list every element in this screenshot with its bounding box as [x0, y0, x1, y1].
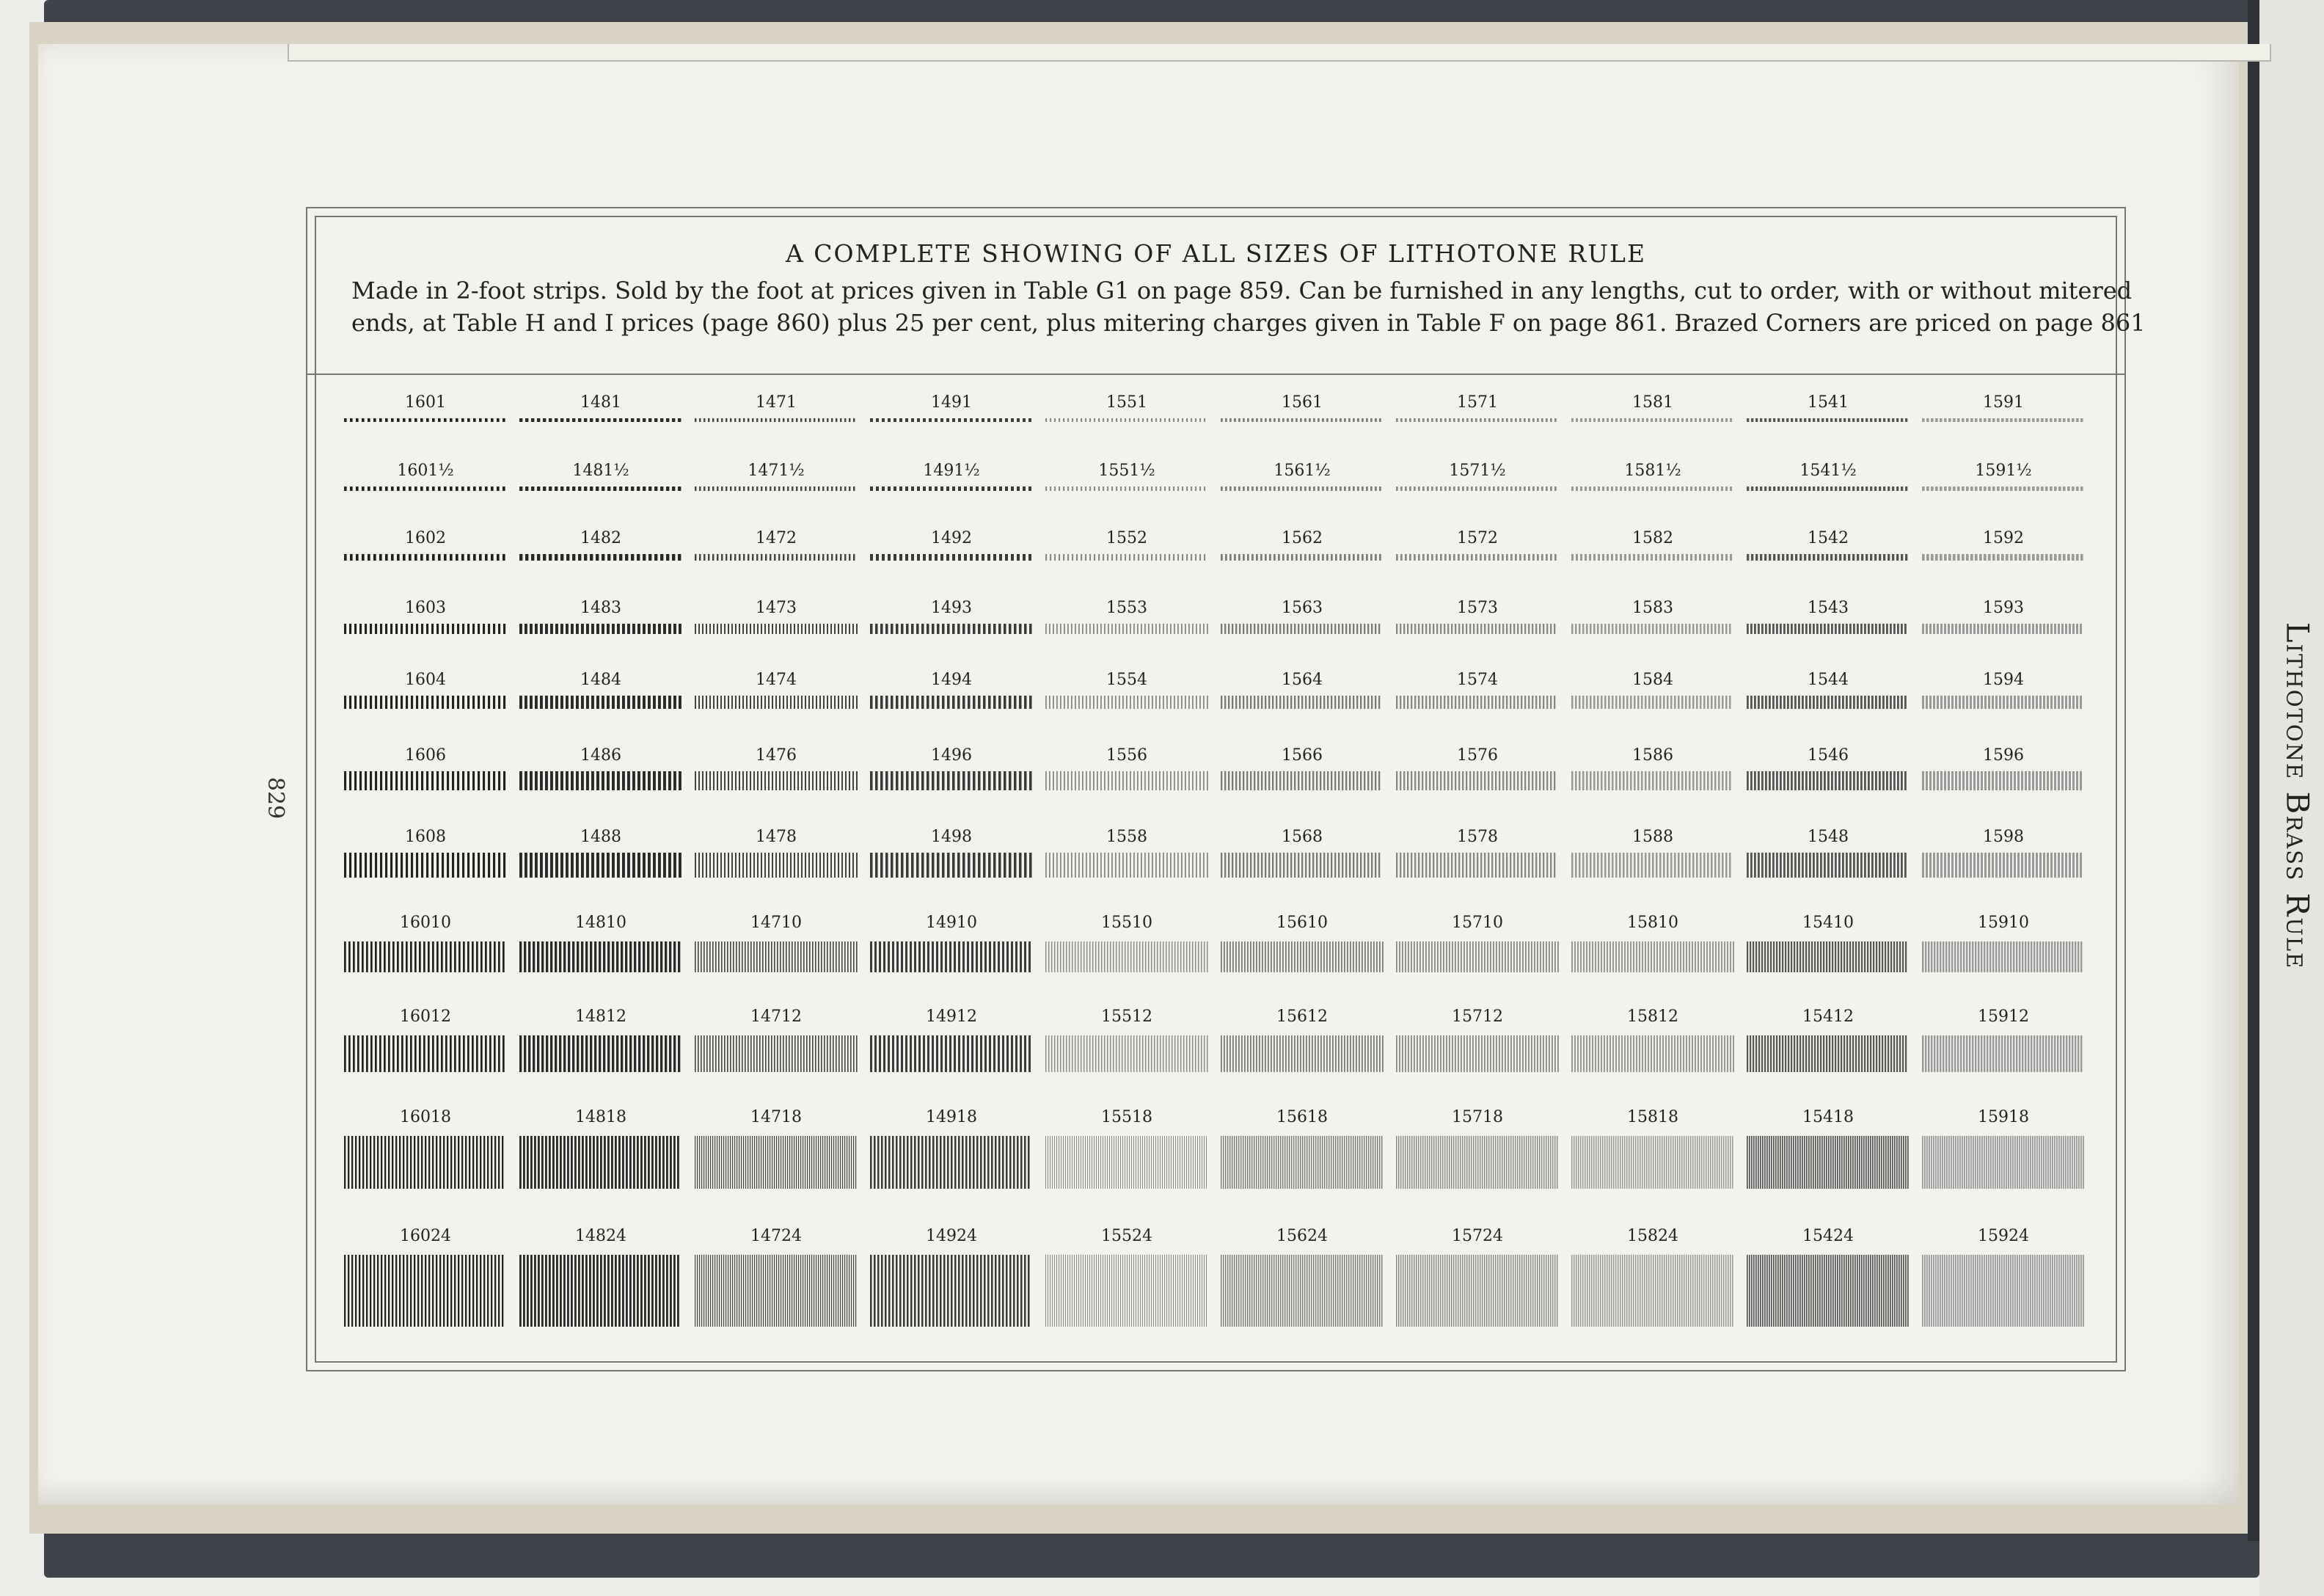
rule-sample: [344, 554, 507, 561]
rule-number-label: 1598: [1983, 828, 2024, 846]
rule-number-label: 15424: [1802, 1227, 1854, 1245]
rule-sample: [344, 1035, 507, 1072]
rule-sample: [1396, 1035, 1559, 1072]
rule-number-label: 1571: [1457, 393, 1498, 412]
rule-sample: [1747, 554, 1910, 561]
rule-number-label: 14718: [750, 1108, 802, 1126]
rule-number-label: 1586: [1632, 746, 1673, 765]
rule-number-label: 1491½: [923, 462, 980, 480]
rule-number-label: 15918: [1978, 1108, 2029, 1126]
rule-sample: [695, 853, 858, 878]
rule-sample: [695, 418, 858, 422]
rule-sample: [870, 418, 1033, 422]
rule-number-label: 1492: [931, 529, 972, 547]
rule-sample: [1396, 554, 1559, 561]
rule-sample: [1396, 696, 1559, 709]
side-title: Lithotone Brass Rule: [2279, 622, 2316, 970]
rule-sample: [1045, 1035, 1208, 1072]
rule-sample: [1571, 1136, 1734, 1189]
rule-number-label: 15618: [1276, 1108, 1328, 1126]
rule-number-label: 14818: [575, 1108, 626, 1126]
rule-number-label: 15724: [1452, 1227, 1503, 1245]
rule-sample: [1221, 853, 1384, 878]
rule-sample: [1045, 624, 1208, 634]
rule-sample: [1221, 624, 1384, 634]
rule-sample: [1396, 941, 1559, 972]
rule-number-label: 1554: [1106, 671, 1147, 689]
rule-number-label: 1541: [1808, 393, 1849, 412]
rule-sample: [695, 771, 858, 790]
rule-specimen-grid: [307, 208, 2146, 1370]
rule-number-label: 1553: [1106, 599, 1147, 617]
rule-number-label: 1584: [1632, 671, 1673, 689]
rule-number-label: 1574: [1457, 671, 1498, 689]
rule-number-label: 14924: [926, 1227, 977, 1245]
rule-number-label: 1482: [580, 529, 621, 547]
rule-number-label: 1578: [1457, 828, 1498, 846]
rule-number-label: 1594: [1983, 671, 2024, 689]
rule-number-label: 16024: [400, 1227, 451, 1245]
rule-sample: [519, 418, 682, 422]
rule-number-label: 15412: [1802, 1007, 1854, 1026]
rule-sample: [1747, 487, 1910, 491]
chart-title: A COMPLETE SHOWING OF ALL SIZES OF LITHOTONE RULE: [785, 239, 1647, 268]
rule-sample: [695, 487, 858, 491]
rule-sample: [1045, 853, 1208, 878]
rule-number-label: 1548: [1808, 828, 1849, 846]
rule-number-label: 16010: [400, 914, 451, 932]
rule-sample: [1922, 696, 2085, 709]
rule-number-label: 15910: [1978, 914, 2029, 932]
rule-sample: [1221, 487, 1384, 491]
rule-number-label: 1591½: [1975, 462, 2032, 480]
rule-sample: [1221, 771, 1384, 790]
rule-number-label: 1581½: [1624, 462, 1681, 480]
rule-sample: [1221, 941, 1384, 972]
rule-number-label: 14812: [575, 1007, 626, 1026]
rule-sample: [344, 418, 507, 422]
rule-number-label: 1606: [405, 746, 446, 765]
rule-sample: [1571, 418, 1734, 422]
rule-sample: [519, 487, 682, 491]
rule-number-label: 14910: [926, 914, 977, 932]
rule-number-label: 1483: [580, 599, 621, 617]
rule-sample: [1045, 941, 1208, 972]
rule-number-label: 1472: [756, 529, 797, 547]
rule-number-label: 1481: [580, 393, 621, 412]
rule-number-label: 1556: [1106, 746, 1147, 765]
rule-number-label: 1561: [1282, 393, 1323, 412]
rule-number-label: 1564: [1282, 671, 1323, 689]
rule-sample: [1045, 696, 1208, 709]
previous-page-edge: [288, 44, 2271, 62]
rule-number-label: 1568: [1282, 828, 1323, 846]
rule-sample: [344, 853, 507, 878]
rule-sample: [344, 1136, 507, 1189]
rule-sample: [1571, 554, 1734, 561]
rule-number-label: 1604: [405, 671, 446, 689]
rule-number-label: 1496: [931, 746, 972, 765]
rule-number-label: 1588: [1632, 828, 1673, 846]
rule-sample: [870, 624, 1033, 634]
rule-sample: [1045, 554, 1208, 561]
rule-number-label: 15624: [1276, 1227, 1328, 1245]
rule-sample: [519, 554, 682, 561]
rule-number-label: 15912: [1978, 1007, 2029, 1026]
rule-number-label: 14724: [750, 1227, 802, 1245]
rule-sample: [1221, 1035, 1384, 1072]
rule-number-label: 1551: [1106, 393, 1147, 412]
rule-sample: [1922, 624, 2085, 634]
rule-sample: [519, 1035, 682, 1072]
rule-sample: [1571, 487, 1734, 491]
rule-sample: [1221, 1255, 1384, 1327]
rule-sample: [1747, 853, 1910, 878]
rule-number-label: 14824: [575, 1227, 626, 1245]
rule-number-label: 1471½: [748, 462, 805, 480]
rule-sample: [1922, 853, 2085, 878]
rule-sample: [1747, 1136, 1910, 1189]
rule-sample: [1571, 1035, 1734, 1072]
rule-sample: [1396, 771, 1559, 790]
rule-sample: [695, 696, 858, 709]
rule-sample: [1045, 1136, 1208, 1189]
rule-number-label: 1543: [1808, 599, 1849, 617]
rule-sample: [344, 1255, 507, 1327]
rule-number-label: 15610: [1276, 914, 1328, 932]
rule-number-label: 14712: [750, 1007, 802, 1026]
rule-sample: [1922, 941, 2085, 972]
rule-sample: [1922, 771, 2085, 790]
rule-sample: [519, 624, 682, 634]
rule-sample: [870, 554, 1033, 561]
rule-sample: [1221, 554, 1384, 561]
rule-number-label: 1542: [1808, 529, 1849, 547]
rule-number-label: 15518: [1101, 1108, 1152, 1126]
description-line-1: Made in 2-foot strips. Sold by the foot at prices given in Table G1 on page 859. Can be furnished in any lengths, cut to order, with or without mitered: [351, 277, 2133, 305]
rule-number-label: 15824: [1627, 1227, 1678, 1245]
rule-number-label: 1498: [931, 828, 972, 846]
rule-sample: [1747, 696, 1910, 709]
rule-number-label: 1552: [1106, 529, 1147, 547]
rule-sample: [1571, 624, 1734, 634]
rule-number-label: 14810: [575, 914, 626, 932]
rule-sample: [870, 487, 1033, 491]
rule-number-label: 1582: [1632, 529, 1673, 547]
rule-sample: [344, 941, 507, 972]
rule-sample: [1922, 487, 2085, 491]
rule-sample: [1922, 554, 2085, 561]
rule-number-label: 1601½: [397, 462, 454, 480]
rule-sample: [1571, 696, 1734, 709]
rule-number-label: 1488: [580, 828, 621, 846]
rule-number-label: 1596: [1983, 746, 2024, 765]
rule-number-label: 1484: [580, 671, 621, 689]
rule-number-label: 15410: [1802, 914, 1854, 932]
description-line-2: ends, at Table H and I prices (page 860) plus 25 per cent, plus mitering charges given in Table F on page 861. Brazed Corners are priced on page 861: [351, 309, 2146, 337]
rule-sample: [1396, 624, 1559, 634]
rule-number-label: 15812: [1627, 1007, 1678, 1026]
rule-number-label: 16018: [400, 1108, 451, 1126]
rule-number-label: 1541½: [1799, 462, 1857, 480]
rule-number-label: 15512: [1101, 1007, 1152, 1026]
rule-number-label: 1561½: [1274, 462, 1331, 480]
rule-number-label: 14918: [926, 1108, 977, 1126]
rule-number-label: 15924: [1978, 1227, 2029, 1245]
rule-number-label: 1476: [756, 746, 797, 765]
rule-number-label: 1494: [931, 671, 972, 689]
rule-number-label: 1572: [1457, 529, 1498, 547]
rule-sample: [1396, 1136, 1559, 1189]
rule-number-label: 1474: [756, 671, 797, 689]
page-number: 829: [263, 776, 289, 820]
rule-sample: [1045, 418, 1208, 422]
rule-number-label: 1592: [1983, 529, 2024, 547]
rule-sample: [1747, 418, 1910, 422]
rule-sample: [344, 771, 507, 790]
rule-sample: [344, 624, 507, 634]
book-page: [38, 44, 2316, 1504]
rule-sample: [1922, 1035, 2085, 1072]
rule-number-label: 1481½: [572, 462, 629, 480]
rule-sample: [519, 696, 682, 709]
rule-sample: [870, 771, 1033, 790]
rule-number-label: 1478: [756, 828, 797, 846]
rule-number-label: 1601: [405, 393, 446, 412]
rule-sample: [1571, 1255, 1734, 1327]
rule-sample: [1922, 1255, 2085, 1327]
rule-number-label: 1558: [1106, 828, 1147, 846]
rule-sample: [1747, 624, 1910, 634]
rule-number-label: 1544: [1808, 671, 1849, 689]
rule-number-label: 15612: [1276, 1007, 1328, 1026]
rule-number-label: 15418: [1802, 1108, 1854, 1126]
rule-number-label: 1563: [1282, 599, 1323, 617]
rule-sample: [1747, 1035, 1910, 1072]
rule-number-label: 1486: [580, 746, 621, 765]
rule-sample: [1747, 941, 1910, 972]
rule-number-label: 1591: [1983, 393, 2024, 412]
rule-number-label: 1493: [931, 599, 972, 617]
rule-sample: [1221, 1136, 1384, 1189]
rule-sample: [519, 771, 682, 790]
rule-number-label: 1583: [1632, 599, 1673, 617]
rule-sample: [519, 1136, 682, 1189]
rule-number-label: 1546: [1808, 746, 1849, 765]
rule-sample: [344, 696, 507, 709]
rule-sample: [1396, 853, 1559, 878]
rule-sample: [1045, 487, 1208, 491]
rule-number-label: 1573: [1457, 599, 1498, 617]
rule-sample: [1922, 418, 2085, 422]
rule-sample: [695, 624, 858, 634]
rule-number-label: 15718: [1452, 1108, 1503, 1126]
rule-sample: [1396, 1255, 1559, 1327]
rule-number-label: 14710: [750, 914, 802, 932]
rule-sample: [1747, 771, 1910, 790]
rule-sample: [1922, 1136, 2085, 1189]
rule-number-label: 1471: [756, 393, 797, 412]
rule-sample: [695, 941, 858, 972]
rule-number-label: 1603: [405, 599, 446, 617]
rule-sample: [519, 941, 682, 972]
rule-sample: [870, 1255, 1033, 1327]
rule-number-label: 1581: [1632, 393, 1673, 412]
rule-sample: [344, 487, 507, 491]
rule-number-label: 14912: [926, 1007, 977, 1026]
rule-number-label: 15510: [1101, 914, 1152, 932]
rule-sample: [695, 554, 858, 561]
rule-sample: [695, 1136, 858, 1189]
rule-sample: [870, 1136, 1033, 1189]
rule-sample: [870, 1035, 1033, 1072]
rule-number-label: 1593: [1983, 599, 2024, 617]
rule-number-label: 1602: [405, 529, 446, 547]
rule-sample: [695, 1035, 858, 1072]
rule-sample: [1396, 418, 1559, 422]
rule-sample: [1045, 1255, 1208, 1327]
rule-sample: [1571, 941, 1734, 972]
rule-number-label: 15810: [1627, 914, 1678, 932]
rule-sample: [1221, 418, 1384, 422]
rule-sample: [1045, 771, 1208, 790]
rule-sample: [1571, 771, 1734, 790]
rule-sample: [1396, 487, 1559, 491]
rule-sample: [870, 941, 1033, 972]
rule-number-label: 1608: [405, 828, 446, 846]
rule-sample: [1747, 1255, 1910, 1327]
rule-number-label: 1576: [1457, 746, 1498, 765]
rule-sample: [870, 696, 1033, 709]
rule-sample: [519, 1255, 682, 1327]
rule-number-label: 15710: [1452, 914, 1503, 932]
rule-sample: [1221, 696, 1384, 709]
rule-number-label: 15818: [1627, 1108, 1678, 1126]
rule-number-label: 1566: [1282, 746, 1323, 765]
rule-sample: [870, 853, 1033, 878]
rule-sample: [519, 853, 682, 878]
rule-sample: [695, 1255, 858, 1327]
rule-chart-frame: [306, 207, 2146, 1371]
rule-number-label: 16012: [400, 1007, 451, 1026]
rule-number-label: 15712: [1452, 1007, 1503, 1026]
rule-number-label: 1551½: [1098, 462, 1155, 480]
rule-number-label: 1562: [1282, 529, 1323, 547]
rule-sample: [1571, 853, 1734, 878]
rule-number-label: 1571½: [1449, 462, 1506, 480]
rule-number-label: 15524: [1101, 1227, 1152, 1245]
rule-number-label: 1491: [931, 393, 972, 412]
rule-number-label: 1473: [756, 599, 797, 617]
